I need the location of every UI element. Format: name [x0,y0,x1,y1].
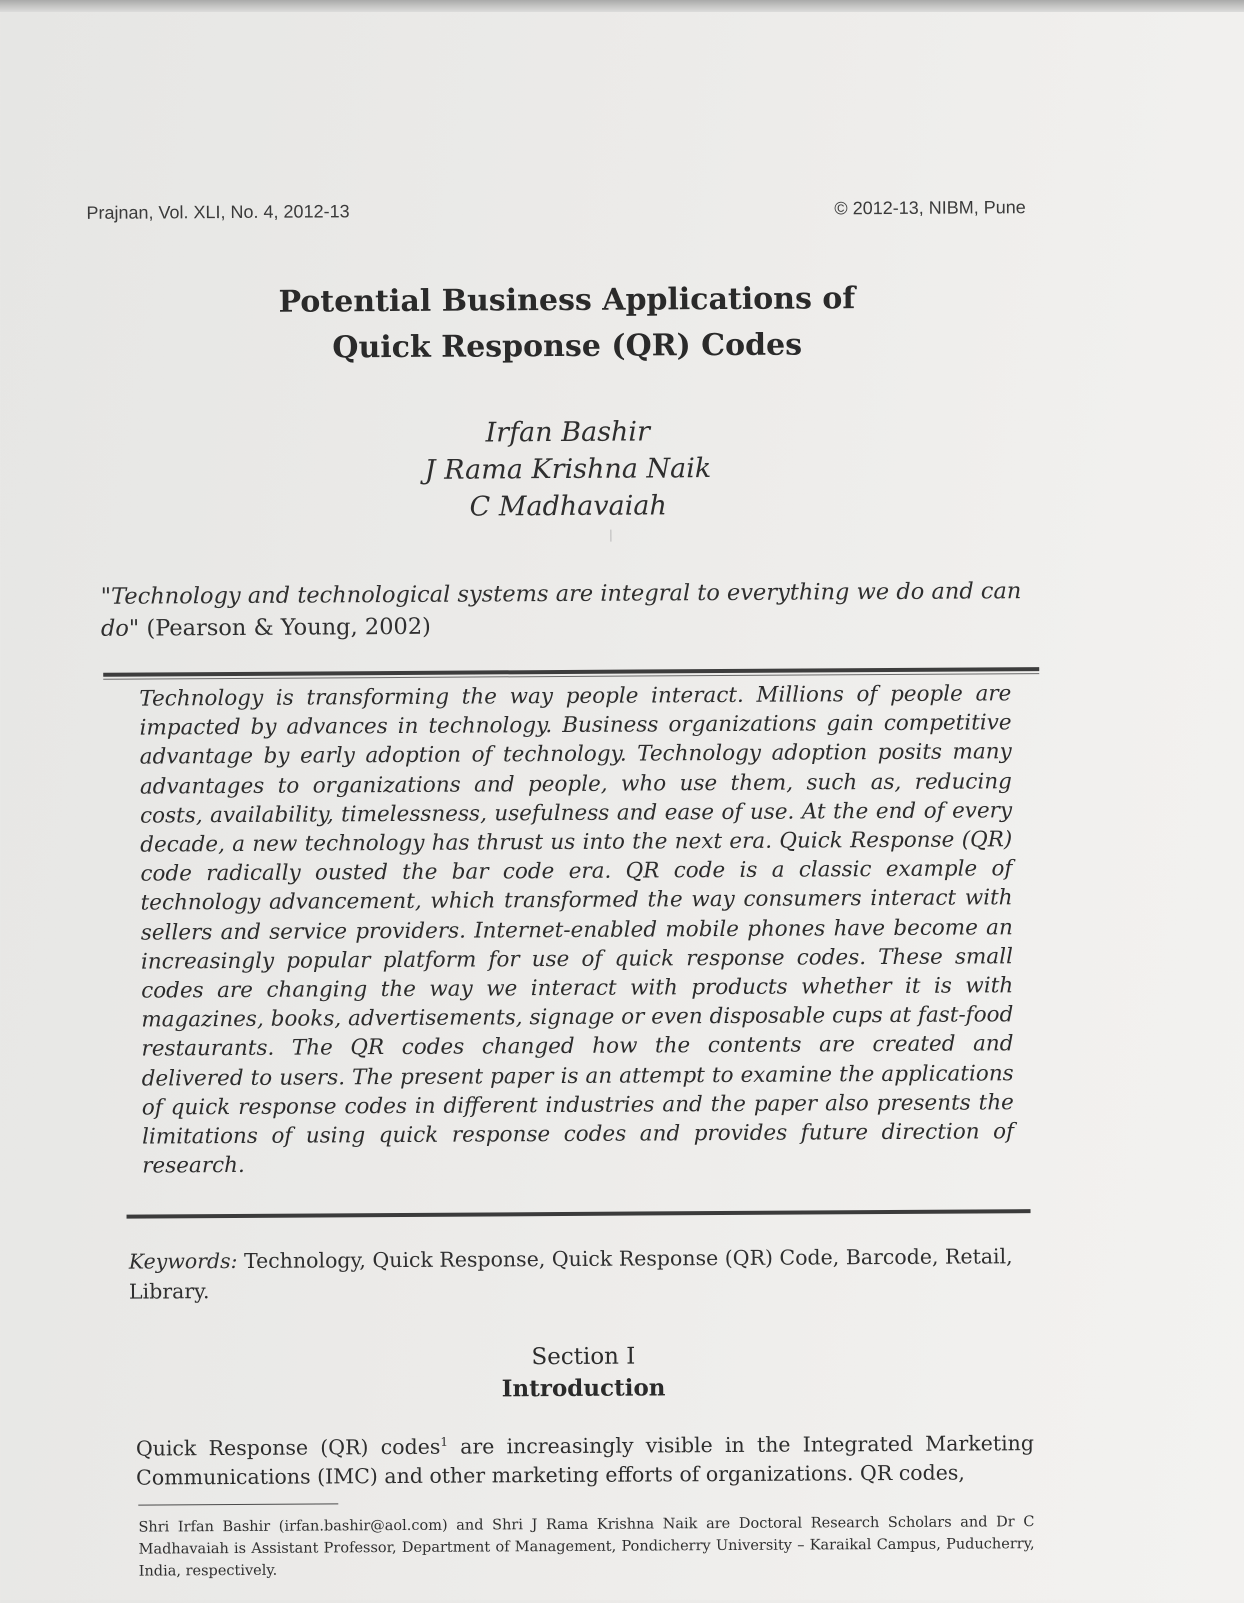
epigraph-citation: (Pearson & Young, 2002) [139,613,431,642]
intro-paragraph [136,1429,1034,1492]
stray-mark [610,530,611,542]
running-head-copyright: © 2012-13, NIBM, Pune [834,197,1026,219]
author-list [298,412,839,526]
paper-title-line-2: Quick Response (QR) Codes [332,327,803,366]
paper-title-line-1: Potential Business Applications of [278,281,856,320]
keywords [129,1241,1039,1307]
abstract-text: Technology is transforming the way people interact. Millions of people are impacted by advances in technology. Business organizations gain competitive advantage by early adoption of technology. Technology adoption posits many advantages to organizations and people, who use them, such as, reducing costs, availability, timelessness, usefulness and ease of use. At the end of every decade, a new technology has thrust us into the next era. Quick Response (QR) code radically ousted the bar code era. QR code is a classic example of technology advancement, which transformed the way consumers interact with sellers and service providers. Internet-enabled mobile phones have become an increasingly popular platform for use of quick response codes. These small codes are changing the way we interact with products whether it is with magazines, books, advertisements, signage or even disposable cups at fast-food restaurants. The QR codes changed how the contents are created and delivered to users. The present paper is an attempt to examine the applications of quick response codes in different industries and the paper also presents the limitations of using quick response codes and provides future direction of research. [139,681,1015,1179]
epigraph-quote: "Technology and technological systems are integral to everything we do and can do" [100,578,1022,642]
paper-title [147,275,988,372]
epigraph [101,575,1031,645]
running-head-journal: Prajnan, Vol. XLI, No. 4, 2012-13 [86,201,350,223]
intro-text-start: Quick Response (QR) codes [135,1434,441,1461]
keywords-label: Keywords: [128,1248,238,1274]
intro-text-continued: are increasingly visible in the Integrated Marketing Communications (IMC) and other marketing efforts of organizations. QR codes, [136,1431,1035,1490]
author-footnote: Shri Irfan Bashir (irfan.bashir@aol.com) and Shri J Rama Krishna Naik are Doctoral Research Scholars and Dr C Madhavaiah is Assistant Professor, Department of Management, Pondicherry University – Karaikal Campus, Puducherry, India, respectively. [138,1514,1035,1580]
footnote-reference: 1 [440,1434,448,1449]
section-number: Section I [531,1343,636,1371]
abstract-bottom-rule [127,1209,1031,1219]
footnote-rule [138,1503,338,1505]
author-name: J Rama Krishna Naik [424,453,712,486]
author-name: Irfan Bashir [485,416,651,449]
section-title: Introduction [501,1374,666,1403]
author-name: C Madhavaiah [469,490,667,523]
keywords-text: Technology, Quick Response, Quick Response (QR) Code, Barcode, Retail, Library. [128,1244,1013,1304]
abstract-top-rule [103,667,1039,677]
